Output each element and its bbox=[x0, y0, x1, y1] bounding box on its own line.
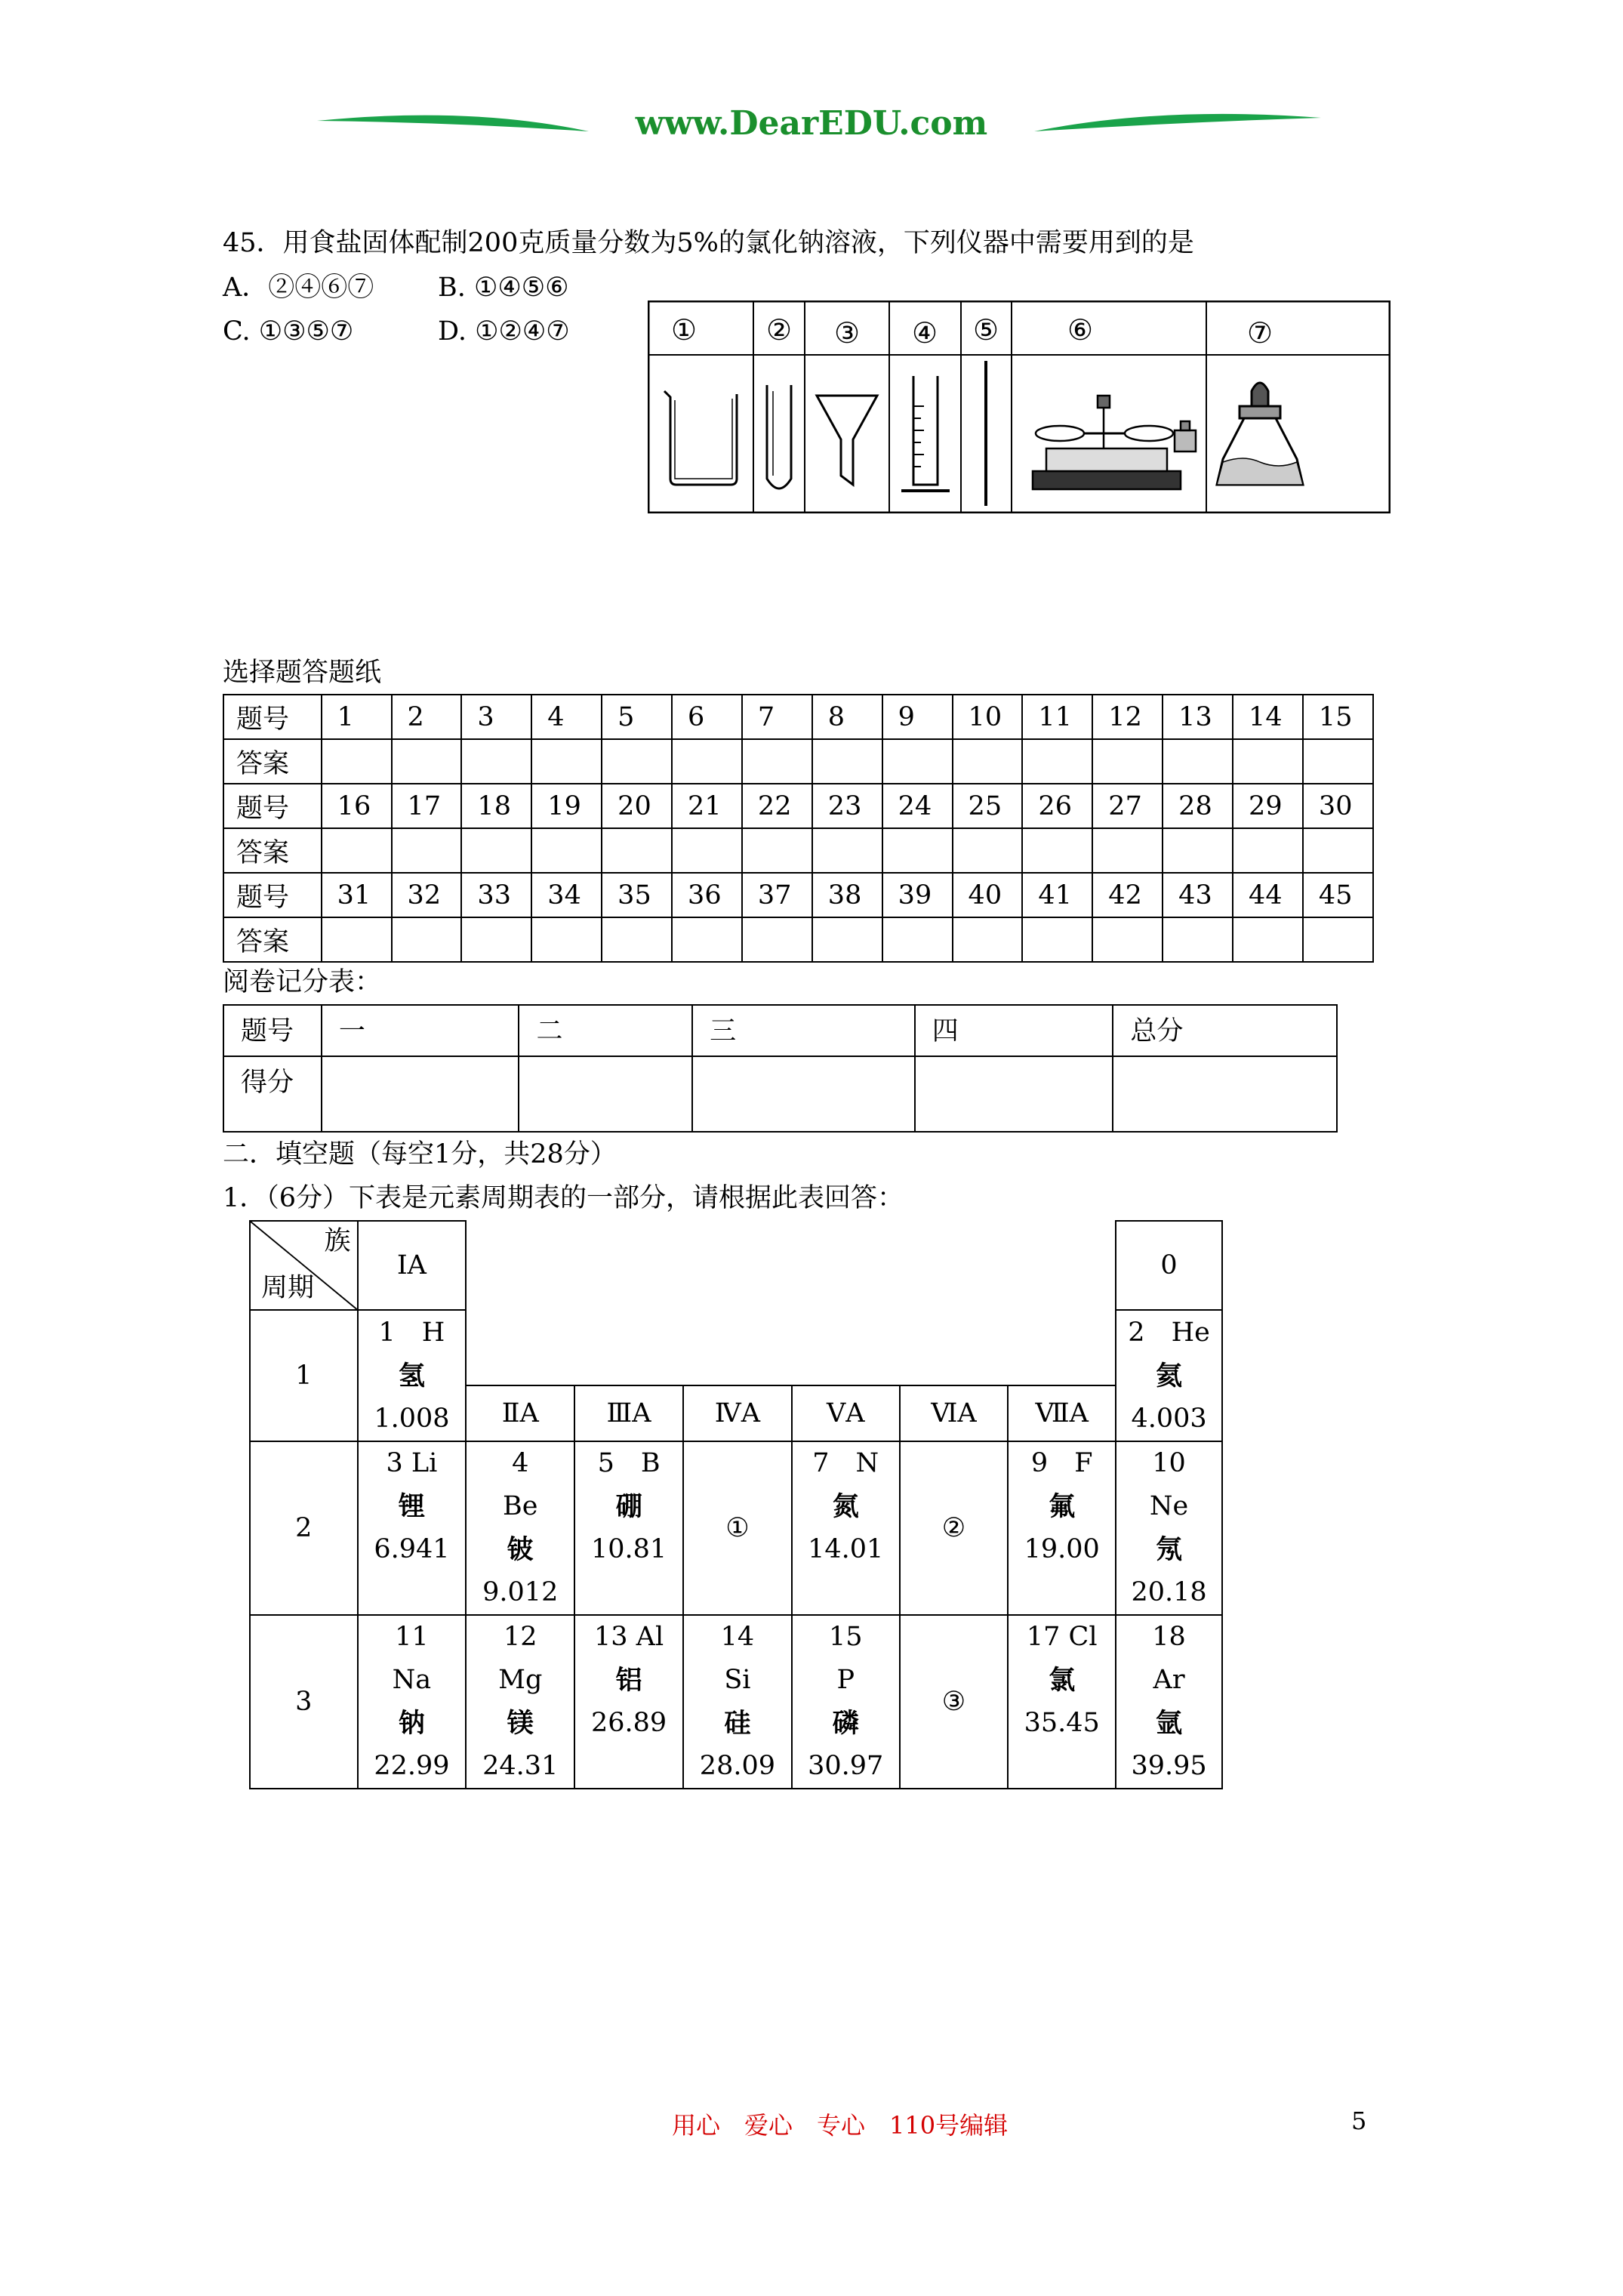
answer-cell[interactable] bbox=[742, 828, 812, 873]
alcohol-lamp-icon bbox=[1217, 383, 1303, 485]
element-cell: 3 Li 锂 6.941 bbox=[358, 1441, 467, 1615]
answer-cell[interactable] bbox=[602, 917, 672, 962]
answer-cell[interactable] bbox=[953, 739, 1023, 784]
answer-cell[interactable] bbox=[602, 739, 672, 784]
question-number-cell: 39 bbox=[882, 873, 953, 917]
question-number-cell: 41 bbox=[1022, 873, 1092, 917]
answer-row-label-a: 答案 bbox=[223, 917, 322, 962]
question-number-cell: 27 bbox=[1092, 784, 1163, 828]
apparatus-label-4: ④ bbox=[911, 316, 938, 350]
question-number-cell: 9 bbox=[882, 695, 953, 739]
question-number-cell: 1 bbox=[322, 695, 392, 739]
apparatus-label-2: ② bbox=[765, 313, 793, 347]
question-number-cell: 43 bbox=[1163, 873, 1233, 917]
element-cell: 7 N 氮 14.01 bbox=[792, 1441, 900, 1615]
answer-cell[interactable] bbox=[672, 828, 742, 873]
footer-text: 用心 爱心 专心 110号编辑 bbox=[672, 2111, 1009, 2140]
answer-cell[interactable] bbox=[882, 917, 953, 962]
test-tube-icon bbox=[767, 385, 791, 488]
question-number-cell: 10 bbox=[953, 695, 1023, 739]
question-number-cell: 40 bbox=[953, 873, 1023, 917]
answer-cell[interactable] bbox=[812, 828, 882, 873]
score-header-2: 二 bbox=[519, 1005, 692, 1056]
question-number-cell: 18 bbox=[461, 784, 531, 828]
balance-icon bbox=[1033, 396, 1196, 489]
element-cell: 10 Ne 氖 20.18 bbox=[1116, 1441, 1222, 1615]
apparatus-label-1: ① bbox=[670, 313, 698, 347]
answer-cell[interactable] bbox=[322, 917, 392, 962]
question-number-cell: 33 bbox=[461, 873, 531, 917]
question-number-cell: 14 bbox=[1233, 695, 1303, 739]
answer-cell[interactable] bbox=[322, 739, 392, 784]
answer-cell[interactable] bbox=[1233, 739, 1303, 784]
question-number-cell: 4 bbox=[531, 695, 602, 739]
question-number-cell: 34 bbox=[531, 873, 602, 917]
apparatus-label-5: ⑤ bbox=[972, 313, 999, 347]
question-number-cell: 21 bbox=[672, 784, 742, 828]
answer-row-label-q: 题号 bbox=[223, 695, 322, 739]
answer-cell[interactable] bbox=[672, 739, 742, 784]
score-header-4: 四 bbox=[915, 1005, 1113, 1056]
question-number-cell: 12 bbox=[1092, 695, 1163, 739]
answer-cell[interactable] bbox=[812, 739, 882, 784]
apparatus-figure bbox=[648, 300, 1390, 513]
element-cell: 9 F 氟 19.00 bbox=[1008, 1441, 1116, 1615]
element-cell: 13 Al 铝 26.89 bbox=[574, 1615, 683, 1789]
period-3: 3 bbox=[250, 1615, 358, 1789]
question-number-cell: 44 bbox=[1233, 873, 1303, 917]
score-header-total: 总分 bbox=[1113, 1005, 1337, 1056]
element-cell: ③ bbox=[900, 1615, 1009, 1789]
question-number-cell: 29 bbox=[1233, 784, 1303, 828]
answer-cell[interactable] bbox=[461, 828, 531, 873]
answer-cell[interactable] bbox=[322, 828, 392, 873]
question-number-cell: 17 bbox=[392, 784, 462, 828]
score-header-1: 一 bbox=[322, 1005, 519, 1056]
apparatus-label-7: ⑦ bbox=[1246, 316, 1273, 350]
score-cell-total[interactable] bbox=[1113, 1056, 1337, 1132]
section2-q1: 1．（6分）下表是元素周期表的一部分，请根据此表回答： bbox=[223, 1183, 904, 1213]
question-number-cell: 28 bbox=[1163, 784, 1233, 828]
element-he: 2 He 氦 4.003 bbox=[1116, 1310, 1222, 1441]
page-number: 5 bbox=[1351, 2106, 1367, 2135]
answer-cell[interactable] bbox=[461, 739, 531, 784]
answer-cell[interactable] bbox=[882, 739, 953, 784]
answer-cell[interactable] bbox=[1022, 828, 1092, 873]
question-number-cell: 36 bbox=[672, 873, 742, 917]
question-number-cell: 26 bbox=[1022, 784, 1092, 828]
question-number-cell: 22 bbox=[742, 784, 812, 828]
score-row-label: 得分 bbox=[223, 1056, 322, 1132]
score-cell-1[interactable] bbox=[322, 1056, 519, 1132]
answer-cell[interactable] bbox=[1233, 828, 1303, 873]
answer-cell[interactable] bbox=[1303, 917, 1373, 962]
question-number-cell: 31 bbox=[322, 873, 392, 917]
answer-row-label-a: 答案 bbox=[223, 739, 322, 784]
q45-option-d: D. ①②④⑦ bbox=[438, 316, 570, 347]
funnel-icon bbox=[817, 396, 877, 485]
group-0: 0 bbox=[1116, 1221, 1222, 1310]
element-cell: 12 Mg 镁 24.31 bbox=[466, 1615, 574, 1789]
answer-cell[interactable] bbox=[461, 917, 531, 962]
question-number-cell: 13 bbox=[1163, 695, 1233, 739]
question-number-cell: 8 bbox=[812, 695, 882, 739]
question-number-cell: 38 bbox=[812, 873, 882, 917]
q45-stem: 45．用食盐固体配制200克质量分数为5%的氯化钠溶液，下列仪器中需要用到的是 bbox=[223, 228, 1194, 258]
question-number-cell: 3 bbox=[461, 695, 531, 739]
score-cell-4[interactable] bbox=[915, 1056, 1113, 1132]
apparatus-label-3: ③ bbox=[833, 316, 861, 350]
score-table-title: 阅卷记分表： bbox=[223, 967, 382, 997]
site-logo: www.DearEDU.com bbox=[635, 104, 988, 143]
answer-cell[interactable] bbox=[1303, 739, 1373, 784]
question-number-cell: 25 bbox=[953, 784, 1023, 828]
score-header-3: 三 bbox=[692, 1005, 915, 1056]
question-number-cell: 37 bbox=[742, 873, 812, 917]
group-iva: ⅣA bbox=[683, 1385, 792, 1441]
group-iiia: ⅢA bbox=[574, 1385, 683, 1441]
answer-cell[interactable] bbox=[1092, 917, 1163, 962]
answer-cell[interactable] bbox=[742, 917, 812, 962]
answer-cell[interactable] bbox=[1163, 739, 1233, 784]
answer-row-label-a: 答案 bbox=[223, 828, 322, 873]
answer-cell[interactable] bbox=[531, 917, 602, 962]
header-banner bbox=[0, 83, 1623, 166]
score-header-label: 题号 bbox=[223, 1005, 322, 1056]
answer-cell[interactable] bbox=[392, 828, 462, 873]
answer-cell[interactable] bbox=[742, 739, 812, 784]
question-number-cell: 23 bbox=[812, 784, 882, 828]
element-cell: ① bbox=[683, 1441, 792, 1615]
question-number-cell: 42 bbox=[1092, 873, 1163, 917]
element-cell: 11 Na 钠 22.99 bbox=[358, 1615, 467, 1789]
answer-sheet-table bbox=[223, 694, 1374, 963]
corner-period-label: 周期 bbox=[261, 1273, 315, 1303]
answer-cell[interactable] bbox=[1092, 828, 1163, 873]
answer-cell[interactable] bbox=[1163, 917, 1233, 962]
q45-option-c: C. ①③⑤⑦ bbox=[223, 316, 354, 347]
answer-cell[interactable] bbox=[953, 828, 1023, 873]
answer-cell[interactable] bbox=[392, 739, 462, 784]
q45-option-a: A．②④⑥⑦ bbox=[223, 273, 374, 303]
answer-cell[interactable] bbox=[1303, 828, 1373, 873]
answer-cell[interactable] bbox=[953, 917, 1023, 962]
question-number-cell: 30 bbox=[1303, 784, 1373, 828]
group-viia: ⅦA bbox=[1008, 1385, 1116, 1441]
beaker-icon bbox=[664, 391, 737, 485]
element-cell: 4 Be 铍 9.012 bbox=[466, 1441, 574, 1615]
q45-option-b: B. ①④⑤⑥ bbox=[438, 273, 569, 303]
element-cell: 18 Ar 氩 39.95 bbox=[1116, 1615, 1222, 1789]
period-1: 1 bbox=[250, 1310, 358, 1441]
question-number-cell: 45 bbox=[1303, 873, 1373, 917]
corner-cell bbox=[250, 1221, 358, 1310]
question-number-cell: 19 bbox=[531, 784, 602, 828]
periodic-table bbox=[249, 1220, 1223, 1789]
question-number-cell: 32 bbox=[392, 873, 462, 917]
question-number-cell: 15 bbox=[1303, 695, 1373, 739]
answer-cell[interactable] bbox=[882, 828, 953, 873]
element-cell: 15 P 磷 30.97 bbox=[792, 1615, 900, 1789]
group-ia: ⅠA bbox=[358, 1221, 467, 1310]
element-h: 1 H 氢 1.008 bbox=[358, 1310, 467, 1441]
element-cell: 14 Si 硅 28.09 bbox=[683, 1615, 792, 1789]
graduated-cylinder-icon bbox=[901, 376, 950, 491]
apparatus-label-6: ⑥ bbox=[1067, 313, 1094, 347]
section2-title: 二．填空题（每空1分，共28分） bbox=[223, 1139, 617, 1170]
element-cell: 17 Cl 氯 35.45 bbox=[1008, 1615, 1116, 1789]
score-table bbox=[223, 1004, 1338, 1133]
corner-group-label: 族 bbox=[324, 1226, 351, 1256]
element-cell: 5 B 硼 10.81 bbox=[574, 1441, 683, 1615]
question-number-cell: 5 bbox=[602, 695, 672, 739]
answer-row-label-q: 题号 bbox=[223, 873, 322, 917]
question-number-cell: 35 bbox=[602, 873, 672, 917]
answer-cell[interactable] bbox=[672, 917, 742, 962]
group-va: ⅤA bbox=[792, 1385, 900, 1441]
element-cell: ② bbox=[900, 1441, 1009, 1615]
score-cell-2[interactable] bbox=[519, 1056, 692, 1132]
question-number-cell: 20 bbox=[602, 784, 672, 828]
answer-row-label-q: 题号 bbox=[223, 784, 322, 828]
question-number-cell: 2 bbox=[392, 695, 462, 739]
question-number-cell: 16 bbox=[322, 784, 392, 828]
group-via: ⅥA bbox=[900, 1385, 1009, 1441]
answer-cell[interactable] bbox=[531, 828, 602, 873]
question-number-cell: 11 bbox=[1022, 695, 1092, 739]
answer-cell[interactable] bbox=[812, 917, 882, 962]
answer-cell[interactable] bbox=[1022, 739, 1092, 784]
answer-cell[interactable] bbox=[1092, 739, 1163, 784]
answer-cell[interactable] bbox=[1233, 917, 1303, 962]
answer-cell[interactable] bbox=[602, 828, 672, 873]
answer-cell[interactable] bbox=[531, 739, 602, 784]
period-2: 2 bbox=[250, 1441, 358, 1615]
question-number-cell: 7 bbox=[742, 695, 812, 739]
answer-sheet-title: 选择题答题纸 bbox=[223, 658, 382, 688]
group-iia: ⅡA bbox=[466, 1385, 574, 1441]
answer-cell[interactable] bbox=[1022, 917, 1092, 962]
question-number-cell: 24 bbox=[882, 784, 953, 828]
answer-cell[interactable] bbox=[392, 917, 462, 962]
answer-cell[interactable] bbox=[1163, 828, 1233, 873]
question-number-cell: 6 bbox=[672, 695, 742, 739]
score-cell-3[interactable] bbox=[692, 1056, 915, 1132]
